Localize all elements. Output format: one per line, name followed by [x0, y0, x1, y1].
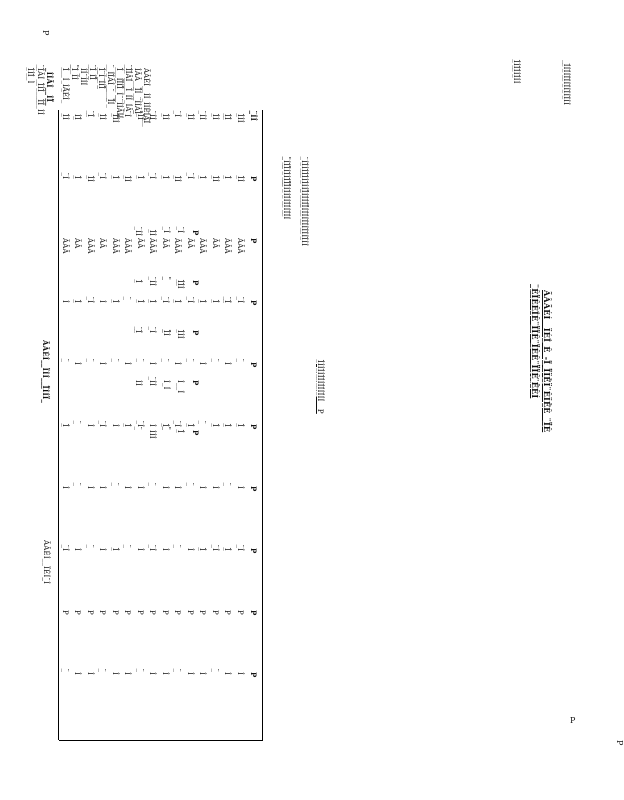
lower-cell: Í̲̈Í	[173, 176, 182, 182]
lower-cell: ̲̈Í	[123, 114, 132, 118]
upper-cell: Í̲̈ÍÍ	[176, 330, 184, 339]
upper-cell: Í̲̈	[176, 430, 184, 433]
lower-cell: Í	[61, 300, 69, 303]
left-line: ÃÂÉÍ__ÍÍ_ÍÍÈÍÂ̲̈Í̲̈_	[142, 68, 150, 127]
left-line: ̲̈Í̲̈Í̲̈ÂÍ̲̈__Í̲̈_ÍÍ_ÍÂ̲	[124, 68, 132, 112]
upper-cell: Í__Í	[176, 380, 184, 394]
lower-cell: P	[161, 610, 169, 615]
lower-cell: ÃÂÃ	[61, 238, 69, 254]
lower-cell: Í	[73, 362, 82, 365]
left-line: ÍÍ_̲̈ÍÍÍ	[79, 68, 87, 86]
page-marker-top: P	[615, 740, 624, 746]
lower-col-header: P	[249, 486, 258, 492]
lower-cell: Í̲̈	[136, 176, 144, 179]
lower-cell: ̲̈Í	[61, 548, 69, 552]
lower-cell: ̲̈ÍÍ	[198, 114, 207, 121]
left-line: Í̲̈_̲̈Í_̲̈Í̲̈ÍÍ̲̲̈̈	[97, 68, 105, 89]
lower-cell: ÃÂ	[98, 238, 107, 249]
lower-cell: Í	[148, 362, 157, 365]
lower-cell: Í̲̈Í	[123, 176, 132, 182]
lower-cell: Í̲̈Í	[211, 114, 219, 120]
lower-cell: ÃÂÃ	[111, 238, 119, 254]
lower-cell: ̲̈Í	[173, 114, 182, 118]
lower-cell: Í	[148, 672, 157, 675]
lower-cell: Í	[86, 486, 94, 489]
lower-cell: ÃÂÃ	[198, 238, 207, 254]
lower-cell: ÃÂ	[186, 238, 194, 249]
lower-cell: Í̲̈	[211, 300, 219, 303]
upper-cell: ̲̈Í̲̈	[134, 330, 142, 334]
lower-cell: Í̲̈	[198, 548, 207, 551]
lower-cell: Í	[173, 362, 182, 365]
lower-cell: Í̲̈	[111, 176, 119, 179]
left-line: ̲̈_ÍÍ̲̈ÃÍ__̲̈__Í̲̲̈̈Í_	[106, 68, 114, 108]
left-line: ̲̈Í̲̈_ÍÍ̲̲̈̈	[88, 68, 96, 80]
lower-cell: P	[211, 610, 219, 615]
lower-cell: ÃÂÃ	[173, 238, 182, 254]
right-note-line: Í̲̈ÍÍ̲̈Í̲̈ÍÍ̲̈ÍÍ	[512, 60, 520, 84]
lower-cell: Í	[198, 486, 207, 489]
upper-cell: ÍÍ	[134, 380, 142, 386]
lower-cell: Í̲̈	[123, 424, 132, 427]
lower-cell: Í̲̈ÍÍ	[111, 114, 119, 123]
left-subhead: _ÍÍÃÍ__ÍÏ̲̈_	[45, 68, 54, 106]
lower-cell: Í̲̈	[223, 424, 232, 427]
lower-cell: Í	[98, 362, 107, 365]
left-note-line: Í̲̈ÍÍ̲̈_Ì	[26, 68, 34, 84]
table-right-rule	[59, 740, 263, 741]
table-bottom-rule	[58, 110, 59, 740]
lower-cell: ÃÂÃ	[236, 238, 244, 254]
lower-cell: ̲̈Í	[211, 548, 219, 552]
section-title: Í̲̈ÍÍÍ̲̈ÍÍ̲̈Í̲̈ÍÍ̲̈Í̲̈ÍÍ̲̈ÍÍ__P	[316, 360, 324, 414]
lower-cell: Í	[136, 548, 144, 551]
lower-cell: P	[61, 610, 69, 615]
lower-cell: P	[223, 610, 232, 615]
upper-cell: Í_Í	[162, 380, 170, 390]
lower-cell: ̲̈ÍÍ	[148, 114, 157, 121]
lower-cell: ÃÂ	[136, 238, 144, 249]
lower-cell: ÃÂ	[211, 238, 219, 249]
lower-cell: Í	[186, 672, 194, 675]
lower-cell: Í̲̈Í	[211, 176, 219, 182]
lower-cell: Í̲̈	[61, 424, 69, 427]
lower-cell: ̲̈Í	[98, 176, 107, 180]
lower-cell: Í̲̈	[111, 548, 119, 551]
lower-cell: Í̲̈	[111, 300, 119, 303]
left-line: ̲̲̈̈Í̲̈_ÍÍ	[70, 68, 78, 80]
lower-cell: P	[136, 610, 144, 615]
lower-col-header: P	[249, 176, 258, 182]
lower-cell: Í	[186, 548, 194, 551]
lower-col-header: P	[249, 424, 258, 430]
lower-cell: Í	[86, 424, 94, 427]
lower-cell: ÃÂ	[73, 238, 82, 249]
right-note-line: _Í̲̈ÍÍ̲̈ÍÍ̲̈Í̲̈ÍÍ̲̈ÍÍ̲̈ÍÍ̲̈ÍÍ	[562, 60, 570, 106]
upper-cell: ̲̈ÍÍ	[134, 230, 142, 237]
lower-col-header: P	[249, 610, 258, 616]
lower-cell: Í	[223, 672, 232, 675]
lower-cell: Í̲̈	[236, 424, 244, 427]
upper-col-header: P	[191, 430, 200, 436]
left-line: Í̲̈__Í_ÍÃ̲̈ÉÍ_	[61, 68, 69, 104]
lower-cell: P	[86, 610, 94, 615]
upper-cell: ̲̈Í	[162, 230, 170, 234]
lower-cell: ÃÂ	[161, 238, 169, 249]
lower-cell: ÃÂÃ	[223, 238, 232, 254]
lower-cell: Í	[161, 548, 169, 551]
lower-cell: P	[98, 610, 107, 615]
lower-cell: ÃÂÃ	[148, 238, 157, 254]
lower-cell: Í	[111, 424, 119, 427]
lower-cell: Í̲̈Í	[186, 114, 194, 120]
mid-text-line: ̲̲̈̈ÍÍ̲̈Í̲̲̈̈ÍÍ̲̈ÍÍ̲̈Í̲̲̈̈Í̲̲̈̈ÍÍ̲̈ÍÍ̲̈ÍÍ̲̈Í̲̈ÍÍ̲̈Í̲̈Í	[282, 160, 290, 220]
left-line: Í̲̈__ÍÍ̲̲̈̈ÍÍ̲̲̈̈_Í_̲̈_̲̈ÍÍÂÍÍ	[115, 68, 123, 119]
page-marker-right: P	[570, 716, 576, 725]
upper-col-header: P	[191, 380, 200, 386]
lower-cell: P	[111, 610, 119, 615]
lower-cell: Í	[98, 300, 107, 303]
lower-cell: Í̲̈Í̲̈	[223, 114, 232, 120]
lower-cell: Í̲̈	[148, 300, 157, 303]
lower-cell: Í	[173, 486, 182, 489]
lower-cell: Í	[161, 672, 169, 675]
lower-cell: Í̲̈	[136, 300, 144, 303]
lower-cell: Í̲̈Í	[86, 176, 94, 182]
lower-cell: Í̲̈	[73, 300, 82, 303]
lower-cell: Í̲̈Í	[236, 176, 244, 182]
lower-cell: P	[186, 610, 194, 615]
lower-cell: ̲̈Í	[236, 548, 244, 552]
rotated-document-sheet	[26, 30, 624, 760]
upper-cell: ̲̈ÍÍ	[148, 380, 156, 387]
lower-cell: P	[123, 610, 132, 615]
left-note-line: ̲̈Í̲̈ÃÍ_Ì̲̈ÍÍ̲̈__Ì̲̈Í̲̈_ÍÍ	[36, 68, 44, 115]
upper-cell: Í̲̈Í	[148, 230, 156, 236]
lower-cell: ̲̈Í̲̈	[86, 114, 94, 118]
lower-cell: Í	[123, 672, 132, 675]
upper-col-header: P	[191, 330, 200, 336]
lower-cell: P	[148, 610, 157, 615]
lower-cell: P	[236, 610, 244, 615]
lower-cell: Í̲̈Í	[98, 114, 107, 120]
lower-cell: Í	[123, 486, 132, 489]
upper-cell: Í̲̈Í̲̈Í	[176, 280, 184, 289]
lower-cell: Í	[111, 672, 119, 675]
lower-col-header: P	[249, 672, 258, 678]
lower-cell: ̲̈Í	[161, 300, 169, 304]
lower-cell: P	[173, 610, 182, 615]
lower-cell: ÍÍ̲̈	[73, 114, 82, 120]
lower-cell: Í	[236, 672, 244, 675]
lower-cell: Í̲̈Í	[136, 114, 144, 120]
lower-cell: ̲̈Í	[136, 424, 144, 428]
lower-cell: Í̲̈ÍÍ	[236, 114, 244, 123]
upper-cell: Í̲̲̈̈Í	[162, 330, 170, 336]
upper-cell: ̲̈Í	[176, 230, 184, 234]
lower-cell: ̲̈Í	[236, 300, 244, 304]
lower-cell: Í	[98, 548, 107, 551]
lower-table-footer: ÃÂÉÍ__ÏÉÍ_̲̈Í	[42, 540, 50, 585]
lower-cell: Í	[98, 486, 107, 489]
lower-cell: Í̲̈	[198, 300, 207, 303]
lower-col-header: P	[249, 548, 258, 554]
lower-cell: ̲̈Í	[86, 300, 94, 304]
document-title: ÃÂÃÉÍ__ÏÉÍ̲̈_Ê_-Ï̲̈_̲Ï̲̲̈̈ÏÊ̲̈Ï_̲̈ÊÏÊ̲̈Ê__̲̈Ï̲̲̈̈Ê	[542, 290, 552, 433]
lower-cell: ̲̈Í	[148, 176, 157, 180]
lower-cell: Í	[198, 362, 207, 365]
upper-cell: ÍÍÍ	[148, 430, 156, 439]
lower-cell: Í	[148, 424, 157, 427]
lower-cell: Í	[61, 486, 69, 489]
lower-col-header: ̲̈ÍÍ	[249, 114, 258, 122]
lower-cell: ̲̈Í	[186, 300, 194, 304]
lower-cell: ̲̈Í	[98, 424, 107, 428]
lower-cell: Í	[73, 548, 82, 551]
document-subtitle: ̲̈Ê̲Ï̲̈ÊÊÍ̲̈Ê_̲̈Ï̲̈Ï̲̈Ê_̲̈Ï̲̈ÊÊ_̲̈Ï̲̲̈̈Ï̲̈Ê ̲̈Ê̲̈ÊÍ	[530, 288, 540, 399]
lower-cell: Í	[73, 672, 82, 675]
lower-cell: Í	[136, 486, 144, 489]
lower-cell: ̲̈Í	[148, 548, 157, 552]
lower-cell: Í̲̈	[173, 300, 182, 303]
lower-cell: Í̲̈	[73, 176, 82, 179]
lower-cell: Í̲̈	[161, 176, 169, 179]
lower-cell: Í̲̈	[161, 424, 169, 427]
lower-cell: Í	[123, 362, 132, 365]
lower-cell: Í	[86, 672, 94, 675]
lower-table	[61, 114, 257, 734]
lower-col-header: P	[249, 300, 258, 306]
lower-cell: ̲̈Í	[61, 176, 69, 180]
lower-cell: Í	[223, 362, 232, 365]
upper-cell: ̲̈Í	[148, 330, 156, 334]
lower-cell: ̲̈Í	[173, 424, 182, 428]
lower-col-header: P	[249, 362, 258, 368]
lower-cell: ̲̈Í̲̈	[223, 300, 232, 304]
upper-cell: Í̲̈	[134, 280, 142, 283]
lower-cell: ̲̈Í	[186, 176, 194, 180]
lower-cell: ÃÂÃ	[123, 238, 132, 254]
lower-cell: P	[73, 610, 82, 615]
lower-col-header: P	[249, 238, 258, 244]
upper-col-header: P	[191, 280, 200, 286]
lower-cell: Í	[211, 486, 219, 489]
table-top-rule	[262, 110, 263, 740]
lower-cell: Í̲̈	[186, 424, 194, 427]
lower-cell: Í̲̈Í	[61, 114, 69, 120]
lower-cell: Í̲̈	[198, 176, 207, 179]
upper-cell: ̲̈ÍÍ	[148, 280, 156, 287]
lower-cell: Í	[198, 672, 207, 675]
left-line: ÍÃÂ__Í̲̲̈̈Í__̲̈ÍÍÂÍ̲̲̲̈̈̈	[133, 68, 141, 114]
lower-cell: ÃÂÃ	[86, 238, 94, 254]
lower-cell: Í	[236, 486, 244, 489]
lower-cell: Í	[161, 486, 169, 489]
lower-table-title: ÃÂÉÍ__ÏÍÍ__Ï̲̈ÍÍÏ_	[41, 340, 50, 404]
lower-cell: Í̲̈	[211, 424, 219, 427]
upper-col-header: P	[191, 230, 200, 236]
lower-cell: Í̲̈Í	[161, 114, 169, 120]
lower-cell: Í̲̈	[223, 176, 232, 179]
lower-cell: Í̲̈	[223, 548, 232, 551]
page-marker-bottom: P	[41, 30, 50, 36]
mid-text-line: ̲̈ÍÍ̲̈ÍÍ̲̈Í̲̈Í̲̈ÍÍ̲̈ÍÍÍ̲̲̈̈ÍÍ̲̈Í̲̈Í̲̈Í̲̲̈̈ÍÍ̲̈Í̲̈ÍÍ̲̈Í̲̈ÍÍ̲̈Í̲̈ÍÍ̲̈ÍÍ	[300, 160, 308, 247]
lower-cell: P	[198, 610, 207, 615]
